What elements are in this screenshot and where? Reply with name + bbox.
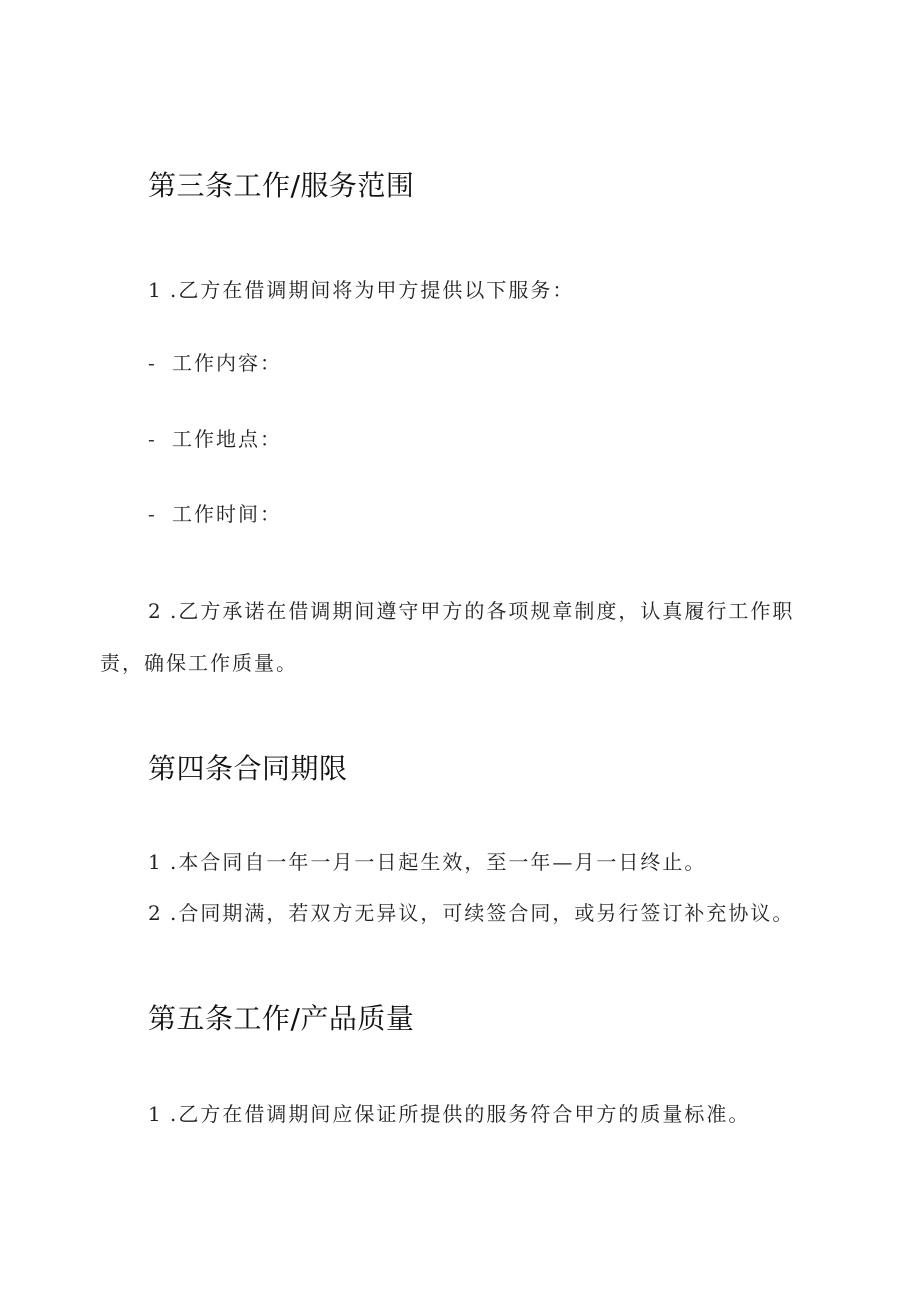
clause-number: 1 (148, 278, 163, 302)
clause-3-1 (148, 276, 574, 304)
clause-text: .乙方在借调期间应保证所提供的服务符合甲方的质量标准。 (170, 1102, 751, 1126)
sub-item-label: 工作地点： (172, 427, 282, 451)
clause-5-1 (148, 1100, 750, 1128)
bullet-dash: - (148, 351, 157, 375)
bullet-dash: - (148, 502, 157, 526)
clause-3-2 (148, 597, 794, 625)
section-heading-4: 第四条合同期限 (148, 752, 348, 785)
clause-number: 1 (148, 1102, 163, 1126)
clause-text: .乙方在借调期间将为甲方提供以下服务： (170, 278, 575, 302)
clause-3-2-continuation: 责，确保工作质量。 (100, 651, 298, 675)
clause-number: 2 (148, 599, 163, 623)
section-heading-3: 第三条工作/服务范围 (148, 169, 415, 202)
sub-item-work-content (148, 349, 282, 377)
sub-item-work-time (148, 500, 282, 528)
clause-text: .本合同自一年一月一日起生效，至一年—月一日终止。 (170, 850, 707, 874)
clause-text: .乙方承诺在借调期间遵守甲方的各项规章制度，认真履行工作职 (170, 599, 795, 623)
sub-item-label: 工作时间： (172, 502, 282, 526)
section-heading-5: 第五条工作/产品质量 (148, 1002, 415, 1035)
sub-item-label: 工作内容： (172, 351, 282, 375)
sub-item-work-location (148, 425, 282, 453)
clause-number: 2 (148, 901, 163, 925)
clause-4-2 (148, 899, 794, 927)
clause-4-1 (148, 848, 706, 876)
clause-text: .合同期满，若双方无异议，可续签合同，或另行签订补充协议。 (170, 901, 795, 925)
clause-number: 1 (148, 850, 163, 874)
bullet-dash: - (148, 427, 157, 451)
